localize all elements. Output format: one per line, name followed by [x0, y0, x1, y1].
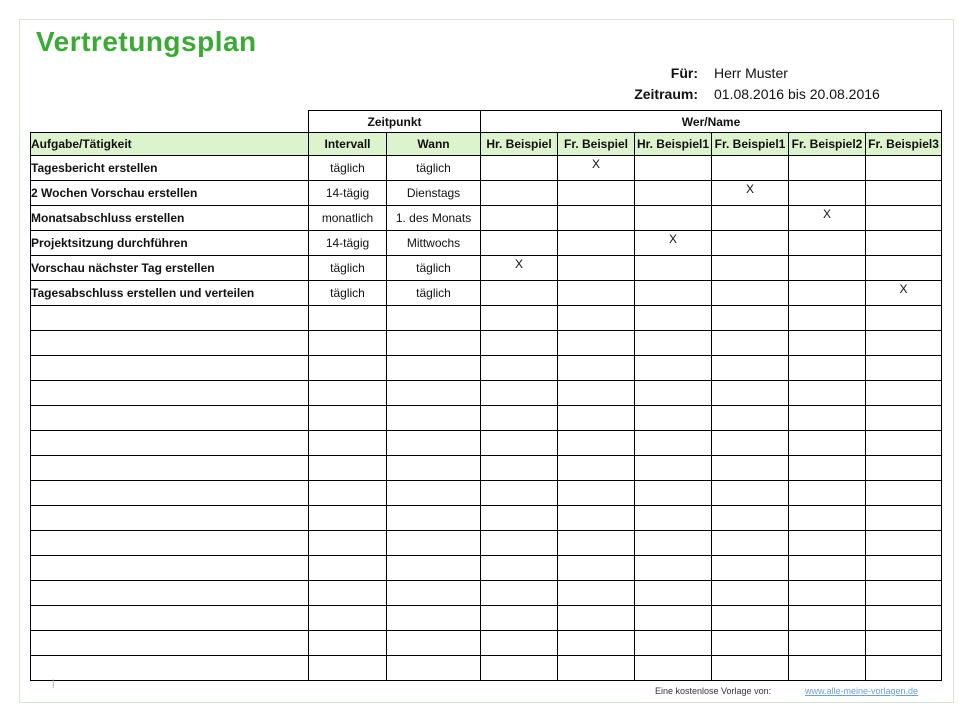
- empty-cell[interactable]: [481, 331, 558, 356]
- empty-cell[interactable]: [387, 306, 481, 331]
- empty-cell[interactable]: [635, 581, 712, 606]
- empty-cell[interactable]: [866, 581, 942, 606]
- assignment-cell[interactable]: [635, 156, 712, 181]
- intervall-cell[interactable]: 14-tägig: [309, 181, 387, 206]
- empty-cell[interactable]: [789, 531, 866, 556]
- empty-cell[interactable]: [558, 456, 635, 481]
- empty-table-row: [31, 431, 942, 456]
- fuer-label: Für:: [670, 65, 698, 81]
- empty-cell[interactable]: [387, 406, 481, 431]
- wann-cell[interactable]: 1. des Monats: [387, 206, 481, 231]
- empty-cell[interactable]: [481, 581, 558, 606]
- empty-table-row: [31, 606, 942, 631]
- empty-cell[interactable]: [558, 506, 635, 531]
- empty-table-row: [31, 456, 942, 481]
- empty-cell[interactable]: [309, 606, 387, 631]
- empty-cell[interactable]: [558, 606, 635, 631]
- empty-cell[interactable]: [481, 406, 558, 431]
- blank-header-cell: [31, 111, 309, 133]
- empty-table-row: [31, 656, 942, 681]
- empty-cell[interactable]: [866, 406, 942, 431]
- empty-cell[interactable]: [712, 331, 789, 356]
- assignment-cell[interactable]: [789, 256, 866, 281]
- task-cell[interactable]: Vorschau nächster Tag erstellen: [31, 256, 309, 281]
- footer-link[interactable]: www.alle-meine-vorlagen.de: [805, 686, 919, 696]
- assignment-cell[interactable]: [866, 206, 942, 231]
- empty-cell[interactable]: [866, 631, 942, 656]
- intervall-cell[interactable]: 14-tägig: [309, 231, 387, 256]
- empty-cell[interactable]: [309, 331, 387, 356]
- empty-cell[interactable]: [387, 581, 481, 606]
- empty-cell[interactable]: [712, 431, 789, 456]
- empty-cell[interactable]: [712, 531, 789, 556]
- empty-cell[interactable]: [712, 631, 789, 656]
- empty-cell[interactable]: [635, 406, 712, 431]
- empty-cell[interactable]: [635, 556, 712, 581]
- empty-cell[interactable]: [387, 331, 481, 356]
- empty-cell[interactable]: [558, 406, 635, 431]
- empty-cell[interactable]: [866, 506, 942, 531]
- assignment-cell[interactable]: [558, 231, 635, 256]
- empty-cell[interactable]: [558, 531, 635, 556]
- empty-table-row: [31, 306, 942, 331]
- empty-cell[interactable]: [866, 331, 942, 356]
- empty-cell[interactable]: [309, 581, 387, 606]
- empty-cell[interactable]: [866, 656, 942, 681]
- empty-cell[interactable]: [309, 356, 387, 381]
- assignment-cell[interactable]: [481, 181, 558, 206]
- empty-cell[interactable]: [712, 456, 789, 481]
- empty-cell[interactable]: [635, 481, 712, 506]
- table-row: [31, 281, 942, 306]
- empty-cell[interactable]: [481, 306, 558, 331]
- empty-cell[interactable]: [387, 481, 481, 506]
- empty-cell[interactable]: [712, 656, 789, 681]
- empty-cell[interactable]: [789, 406, 866, 431]
- assignment-cell[interactable]: [712, 256, 789, 281]
- empty-cell[interactable]: [712, 381, 789, 406]
- assignment-cell[interactable]: [558, 281, 635, 306]
- empty-cell[interactable]: [31, 431, 309, 456]
- empty-cell[interactable]: [309, 456, 387, 481]
- empty-cell[interactable]: [558, 356, 635, 381]
- empty-cell[interactable]: [387, 556, 481, 581]
- empty-cell[interactable]: [558, 431, 635, 456]
- assignment-cell[interactable]: X: [789, 206, 866, 231]
- empty-cell[interactable]: [558, 556, 635, 581]
- empty-cell[interactable]: [789, 431, 866, 456]
- assignment-cell[interactable]: X: [866, 281, 942, 306]
- empty-cell[interactable]: [635, 381, 712, 406]
- table-row: [31, 206, 942, 231]
- empty-cell[interactable]: [481, 606, 558, 631]
- empty-cell[interactable]: [866, 481, 942, 506]
- empty-cell[interactable]: [31, 656, 309, 681]
- column-header-person: Fr. Beispiel3: [866, 133, 942, 156]
- empty-cell[interactable]: [712, 306, 789, 331]
- empty-table-row: [31, 531, 942, 556]
- empty-cell[interactable]: [635, 331, 712, 356]
- empty-cell[interactable]: [866, 381, 942, 406]
- empty-cell[interactable]: [309, 506, 387, 531]
- empty-cell[interactable]: [481, 506, 558, 531]
- assignment-cell[interactable]: [481, 156, 558, 181]
- empty-table-row: [31, 556, 942, 581]
- empty-cell[interactable]: [712, 606, 789, 631]
- empty-cell[interactable]: [866, 531, 942, 556]
- empty-table-row: [31, 356, 942, 381]
- wann-cell[interactable]: täglich: [387, 156, 481, 181]
- empty-cell[interactable]: [866, 606, 942, 631]
- empty-cell[interactable]: [31, 556, 309, 581]
- empty-cell[interactable]: [387, 456, 481, 481]
- assignment-cell[interactable]: [635, 206, 712, 231]
- assignment-cell[interactable]: [866, 181, 942, 206]
- assignment-cell[interactable]: [712, 206, 789, 231]
- empty-cell[interactable]: [866, 356, 942, 381]
- empty-table-row: [31, 506, 942, 531]
- assignment-cell[interactable]: [789, 156, 866, 181]
- assignment-cell[interactable]: X: [558, 156, 635, 181]
- empty-cell[interactable]: [635, 656, 712, 681]
- assignment-cell[interactable]: [866, 256, 942, 281]
- empty-cell[interactable]: [789, 381, 866, 406]
- empty-cell[interactable]: [481, 431, 558, 456]
- empty-cell[interactable]: [31, 456, 309, 481]
- empty-cell[interactable]: [789, 581, 866, 606]
- empty-cell[interactable]: [481, 556, 558, 581]
- empty-cell[interactable]: [712, 406, 789, 431]
- vertretungsplan-table: [30, 110, 942, 681]
- empty-cell[interactable]: [309, 306, 387, 331]
- empty-cell[interactable]: [635, 506, 712, 531]
- assignment-cell[interactable]: [635, 256, 712, 281]
- assignment-cell[interactable]: X: [635, 231, 712, 256]
- empty-cell[interactable]: [31, 531, 309, 556]
- column-header-wann: Wann: [387, 133, 481, 156]
- footer-text: Eine kostenlose Vorlage von:: [655, 686, 772, 696]
- empty-cell[interactable]: [635, 356, 712, 381]
- empty-table-row: [31, 481, 942, 506]
- empty-cell[interactable]: [387, 506, 481, 531]
- column-header-intervall: Intervall: [309, 133, 387, 156]
- empty-table-row: [31, 406, 942, 431]
- empty-cell[interactable]: [31, 381, 309, 406]
- empty-cell[interactable]: [387, 431, 481, 456]
- empty-cell[interactable]: [309, 556, 387, 581]
- empty-cell[interactable]: [635, 606, 712, 631]
- empty-cell[interactable]: [712, 556, 789, 581]
- empty-table-row: [31, 631, 942, 656]
- empty-table-row: [31, 381, 942, 406]
- group-header-wer: Wer/Name: [481, 111, 942, 133]
- empty-cell[interactable]: [309, 631, 387, 656]
- assignment-cell[interactable]: [712, 231, 789, 256]
- empty-cell[interactable]: [558, 381, 635, 406]
- empty-cell[interactable]: [387, 356, 481, 381]
- empty-cell[interactable]: [789, 481, 866, 506]
- empty-cell[interactable]: [309, 406, 387, 431]
- empty-cell[interactable]: [558, 481, 635, 506]
- assignment-cell[interactable]: [635, 281, 712, 306]
- assignment-cell[interactable]: [481, 231, 558, 256]
- task-cell[interactable]: Projektsitzung durchführen: [31, 231, 309, 256]
- empty-cell[interactable]: [31, 356, 309, 381]
- empty-cell[interactable]: [789, 606, 866, 631]
- assignment-cell[interactable]: [558, 181, 635, 206]
- empty-cell[interactable]: [789, 331, 866, 356]
- empty-table-row: [31, 331, 942, 356]
- page-title: Vertretungsplan: [36, 26, 257, 57]
- zeitraum-label: Zeitraum:: [634, 86, 698, 102]
- wann-cell[interactable]: Dienstags: [387, 181, 481, 206]
- assignment-cell[interactable]: [866, 156, 942, 181]
- column-header-task: Aufgabe/Tätigkeit: [31, 133, 309, 156]
- empty-cell[interactable]: [387, 606, 481, 631]
- empty-cell[interactable]: [558, 581, 635, 606]
- intervall-cell[interactable]: monatlich: [309, 206, 387, 231]
- empty-cell[interactable]: [789, 656, 866, 681]
- assignment-cell[interactable]: [712, 156, 789, 181]
- empty-cell[interactable]: [309, 481, 387, 506]
- zeitraum-value: 01.08.2016 bis 20.08.2016: [714, 86, 880, 102]
- empty-cell[interactable]: [387, 631, 481, 656]
- empty-cell[interactable]: [387, 381, 481, 406]
- empty-cell[interactable]: [866, 431, 942, 456]
- empty-table-row: [31, 581, 942, 606]
- fuer-value: Herr Muster: [714, 65, 788, 81]
- assignment-cell[interactable]: [789, 281, 866, 306]
- assignment-cell[interactable]: X: [481, 256, 558, 281]
- empty-cell[interactable]: [789, 631, 866, 656]
- empty-cell[interactable]: [558, 306, 635, 331]
- assignment-cell[interactable]: [789, 181, 866, 206]
- empty-cell[interactable]: [789, 556, 866, 581]
- intervall-cell[interactable]: täglich: [309, 256, 387, 281]
- assignment-cell[interactable]: [481, 206, 558, 231]
- empty-cell[interactable]: [789, 356, 866, 381]
- empty-cell[interactable]: [866, 306, 942, 331]
- empty-cell[interactable]: [309, 381, 387, 406]
- empty-cell[interactable]: [712, 356, 789, 381]
- empty-cell[interactable]: [481, 381, 558, 406]
- column-header-person: Fr. Beispiel2: [789, 133, 866, 156]
- assignment-cell[interactable]: [712, 281, 789, 306]
- empty-cell[interactable]: [31, 581, 309, 606]
- empty-cell[interactable]: [558, 631, 635, 656]
- column-header-person: Fr. Beispiel: [558, 133, 635, 156]
- intervall-cell[interactable]: täglich: [309, 156, 387, 181]
- assignment-cell[interactable]: X: [712, 181, 789, 206]
- intervall-cell[interactable]: täglich: [309, 281, 387, 306]
- empty-cell[interactable]: [558, 331, 635, 356]
- assignment-cell[interactable]: [635, 181, 712, 206]
- empty-cell[interactable]: [31, 481, 309, 506]
- column-header-person: Hr. Beispiel: [481, 133, 558, 156]
- empty-cell[interactable]: [387, 656, 481, 681]
- empty-cell[interactable]: [635, 631, 712, 656]
- empty-cell[interactable]: [309, 431, 387, 456]
- empty-cell[interactable]: [481, 656, 558, 681]
- empty-cell[interactable]: [712, 581, 789, 606]
- task-cell[interactable]: Tagesbericht erstellen: [31, 156, 309, 181]
- table-row: [31, 231, 942, 256]
- assignment-cell[interactable]: [789, 231, 866, 256]
- empty-cell[interactable]: [635, 531, 712, 556]
- empty-cell[interactable]: [31, 506, 309, 531]
- empty-cell[interactable]: [635, 431, 712, 456]
- empty-cell[interactable]: [387, 531, 481, 556]
- wann-cell[interactable]: täglich: [387, 281, 481, 306]
- empty-cell[interactable]: [712, 506, 789, 531]
- table-row: [31, 256, 942, 281]
- table-row: [31, 181, 942, 206]
- empty-cell[interactable]: [635, 456, 712, 481]
- assignment-cell[interactable]: [866, 231, 942, 256]
- wann-cell[interactable]: Mittwochs: [387, 231, 481, 256]
- assignment-cell[interactable]: [481, 281, 558, 306]
- empty-cell[interactable]: [789, 456, 866, 481]
- empty-cell[interactable]: [31, 606, 309, 631]
- empty-cell[interactable]: [309, 531, 387, 556]
- empty-cell[interactable]: [712, 481, 789, 506]
- empty-cell[interactable]: [481, 531, 558, 556]
- empty-cell[interactable]: [31, 331, 309, 356]
- empty-cell[interactable]: [481, 481, 558, 506]
- empty-cell[interactable]: [481, 456, 558, 481]
- empty-cell[interactable]: [866, 556, 942, 581]
- empty-cell[interactable]: [635, 306, 712, 331]
- group-header-zeitpunkt: Zeitpunkt: [309, 111, 481, 133]
- task-cell[interactable]: Monatsabschluss erstellen: [31, 206, 309, 231]
- task-cell[interactable]: 2 Wochen Vorschau erstellen: [31, 181, 309, 206]
- assignment-cell[interactable]: [558, 256, 635, 281]
- task-cell[interactable]: Tagesabschluss erstellen und verteilen: [31, 281, 309, 306]
- empty-cell[interactable]: [31, 306, 309, 331]
- table-row: [31, 156, 942, 181]
- empty-cell[interactable]: [481, 356, 558, 381]
- empty-cell[interactable]: [789, 306, 866, 331]
- assignment-cell[interactable]: [558, 206, 635, 231]
- column-header-person: Hr. Beispiel1: [635, 133, 712, 156]
- empty-cell[interactable]: [558, 656, 635, 681]
- corner-mark: |: [52, 678, 55, 688]
- empty-cell[interactable]: [789, 506, 866, 531]
- empty-cell[interactable]: [309, 656, 387, 681]
- empty-cell[interactable]: [31, 406, 309, 431]
- empty-cell[interactable]: [31, 631, 309, 656]
- wann-cell[interactable]: täglich: [387, 256, 481, 281]
- empty-cell[interactable]: [866, 456, 942, 481]
- column-header-person: Fr. Beispiel1: [712, 133, 789, 156]
- empty-cell[interactable]: [481, 631, 558, 656]
